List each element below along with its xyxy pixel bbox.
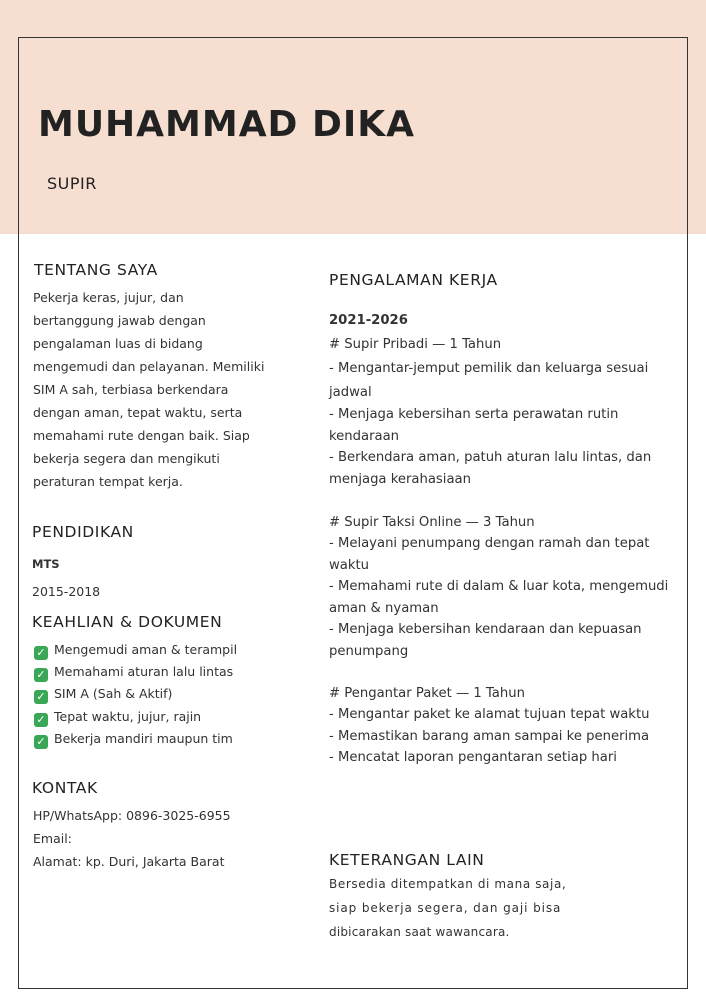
skills-heading: KEAHLIAN & DOKUMEN [32, 613, 223, 631]
skill-item [34, 686, 172, 704]
about-line: mengemudi dan pelayanan. Memiliki [33, 359, 265, 374]
contact-phone: HP/WhatsApp: 0896-3025-6955 [33, 808, 231, 823]
check-mark-icon: ✓ [34, 690, 48, 704]
about-line: memahami rute dengan baik. Siap [33, 428, 250, 443]
skill-label: Tepat waktu, jujur, rajin [54, 709, 202, 724]
job-line: waktu [329, 558, 370, 573]
candidate-role: SUPIR [47, 174, 97, 193]
check-mark-icon: ✓ [34, 668, 48, 682]
about-line: dengan aman, tepat waktu, serta [33, 405, 243, 420]
job-line: penumpang [329, 644, 409, 659]
education-years: 2015-2018 [32, 584, 101, 599]
about-text [33, 286, 303, 493]
job-line: - Mengantar-jemput pemilik dan keluarga sesuai [329, 361, 649, 376]
about-line: Pekerja keras, jujur, dan [33, 290, 184, 305]
about-line: peraturan tempat kerja. [33, 474, 183, 489]
other-info-heading: KETERANGAN LAIN [329, 851, 485, 869]
experience-heading: PENGALAMAN KERJA [329, 271, 498, 289]
check-mark-icon: ✓ [34, 735, 48, 749]
skill-item [34, 664, 233, 682]
job-line: kendaraan [329, 429, 400, 444]
contact-email: Email: [33, 831, 72, 846]
about-heading: TENTANG SAYA [34, 261, 158, 279]
experience-period: 2021-2026 [329, 313, 408, 328]
job-line: jadwal [329, 385, 372, 400]
about-line: bertanggung jawab dengan [33, 313, 206, 328]
job-line: - Mencatat laporan pengantaran setiap hari [329, 750, 617, 765]
contact-heading: KONTAK [32, 779, 98, 797]
about-line: SIM A sah, terbiasa berkendara [33, 382, 229, 397]
job-line: menjaga kerahasiaan [329, 472, 471, 487]
job-line: - Melayani penumpang dengan ramah dan tepat [329, 536, 650, 551]
skill-item [34, 642, 237, 660]
other-info-line: siap bekerja segera, dan gaji bisa [329, 901, 562, 915]
job-title: # Pengantar Paket — 1 Tahun [329, 686, 525, 701]
contact-address: Alamat: kp. Duri, Jakarta Barat [33, 854, 225, 869]
education-school: MTS [32, 557, 60, 571]
skill-item [34, 709, 201, 727]
skill-label: Mengemudi aman & terampil [54, 642, 238, 657]
other-info-line: Bersedia ditempatkan di mana saja, [329, 877, 567, 891]
check-mark-icon: ✓ [34, 713, 48, 727]
job-line: - Menjaga kebersihan kendaraan dan kepuasan [329, 622, 642, 637]
skill-label: SIM A (Sah & Aktif) [54, 686, 173, 701]
job-title: # Supir Taksi Online — 3 Tahun [329, 515, 535, 530]
education-heading: PENDIDIKAN [32, 523, 134, 541]
job-line: - Menjaga kebersihan serta perawatan rutin [329, 407, 619, 422]
check-mark-icon: ✓ [34, 646, 48, 660]
about-line: bekerja segera dan mengikuti [33, 451, 220, 466]
skill-item [34, 731, 233, 749]
other-info-line: dibicarakan saat wawancara. [329, 925, 510, 939]
skill-label: Bekerja mandiri maupun tim [54, 731, 233, 746]
about-line: pengalaman luas di bidang [33, 336, 203, 351]
job-line: - Berkendara aman, patuh aturan lalu lintas, dan [329, 450, 652, 465]
job-title: # Supir Pribadi — 1 Tahun [329, 337, 502, 352]
job-line: - Mengantar paket ke alamat tujuan tepat waktu [329, 707, 650, 722]
page-frame [18, 37, 688, 989]
candidate-name: MUHAMMAD DIKA [38, 104, 416, 145]
job-line: - Memastikan barang aman sampai ke penerima [329, 729, 650, 744]
skill-label: Memahami aturan lalu lintas [54, 664, 234, 679]
job-line: aman & nyaman [329, 601, 439, 616]
job-line: - Memahami rute di dalam & luar kota, mengemudi [329, 579, 669, 594]
